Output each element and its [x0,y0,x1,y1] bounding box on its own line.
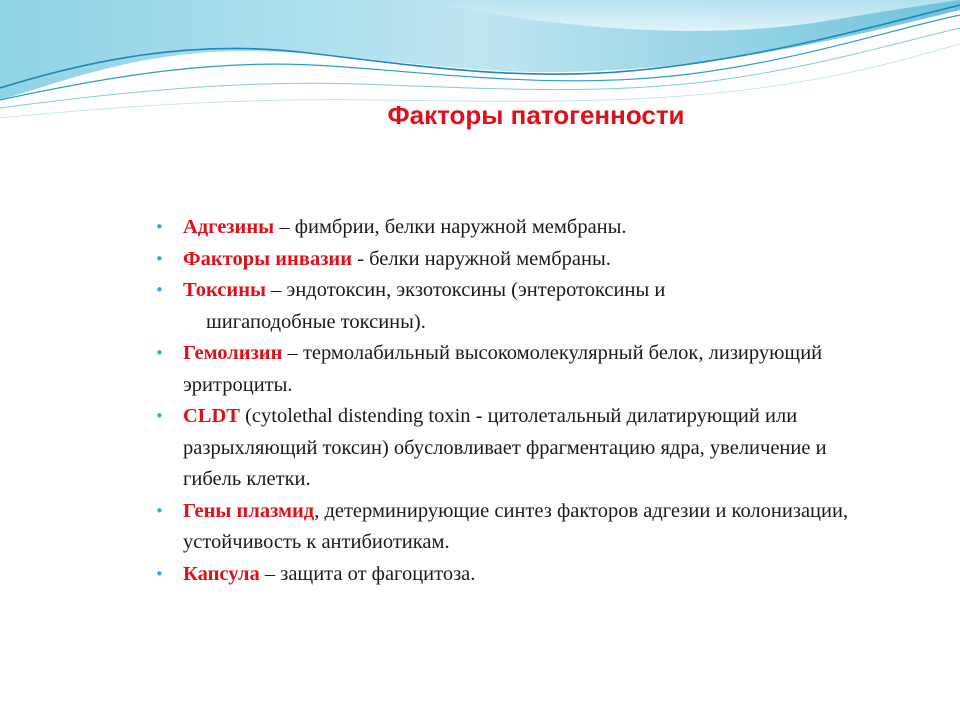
bullet-dot-icon: • [155,501,164,520]
bullet-dot-icon: • [155,564,164,583]
list-item [155,244,875,276]
item-term: Факторы инвазии [183,247,353,270]
list-item [155,401,875,496]
item-text: – защита от фагоцитоза. [259,562,476,585]
item-text: - белки наружной мембраны. [352,247,611,270]
item-continuation: шигаподобные токсины). [206,310,426,333]
bullet-dot-icon: • [155,344,164,362]
list-item [155,275,875,338]
item-text: – эндотоксин, экзотоксины (энтеротоксины и [266,279,666,301]
pathogenicity-factors-list [155,212,875,590]
item-term: Гены плазмид [183,499,315,522]
list-item [155,496,875,559]
item-text: – термолабильный высокомолекулярный белок, лизирующий эритроциты. [183,342,823,396]
item-term: CLDT [183,405,240,427]
bullet-dot-icon: • [155,407,164,425]
bullet-dot-icon: • [155,218,164,236]
list-item [155,559,875,591]
item-text: , детерминирующие синтез факторов адгезии и колонизации, устойчивость к антибиотикам. [183,499,849,553]
slide-title: Факторы патогенности [387,100,685,130]
item-term: Токсины [183,279,267,301]
item-text: (cytolethal distending toxin - цитолетальный дилатирующий или разрыхляющий токсин) обусловливает фрагментацию ядра, увеличение и гибель клетки. [183,405,827,490]
list-item [155,212,875,244]
bullet-dot-icon: • [155,249,164,268]
item-term: Капсула [183,562,260,585]
item-term: Гемолизин [183,342,283,364]
list-item [155,338,875,401]
bullet-dot-icon: • [155,281,164,299]
item-term: Адгезины [183,216,275,238]
item-text: – фимбрии, белки наружной мембраны. [274,216,627,238]
